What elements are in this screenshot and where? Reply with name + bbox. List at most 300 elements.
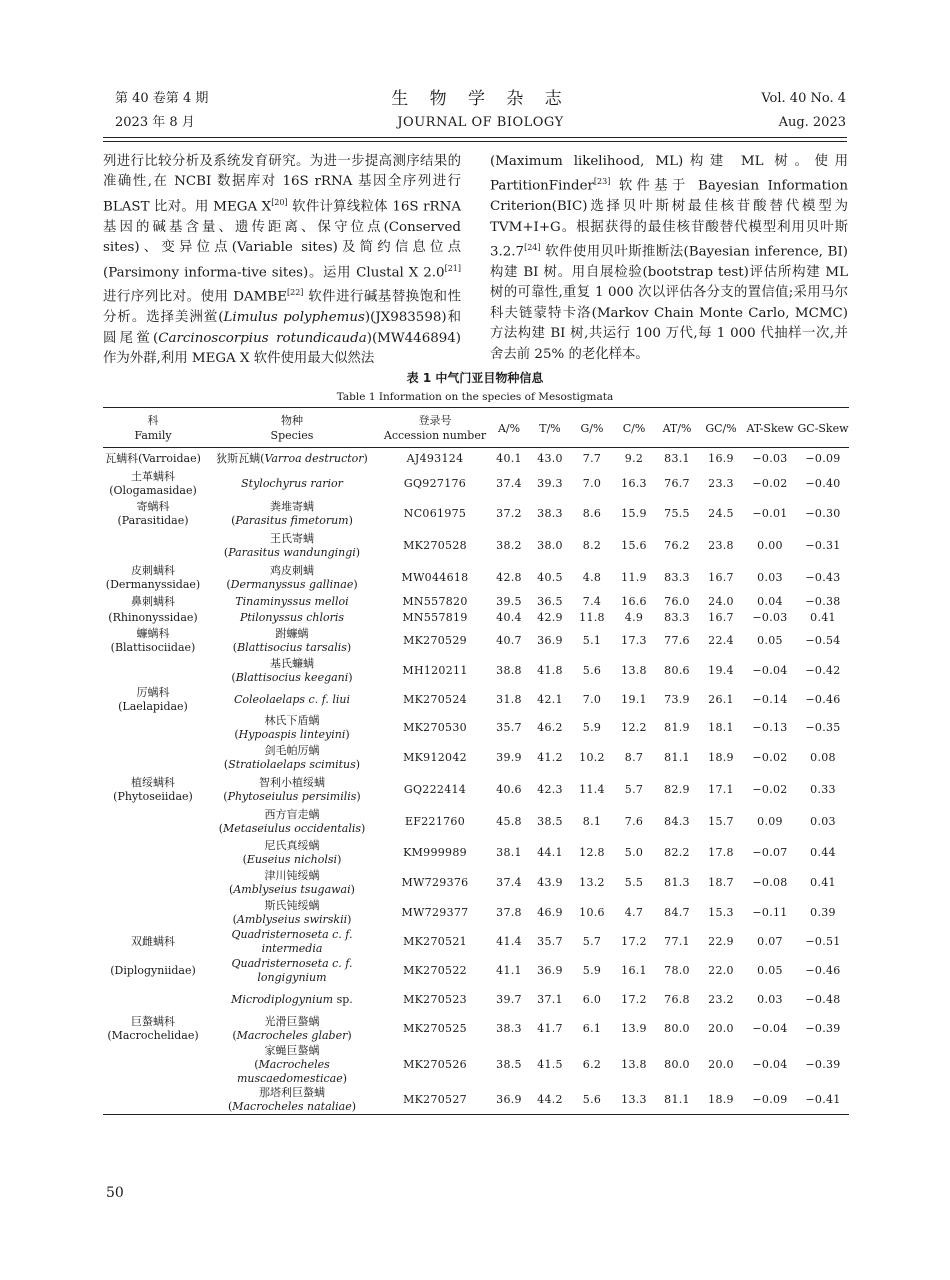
table-row [103, 714, 849, 742]
cell-species: Coleolaelaps c. f. liui [234, 692, 350, 706]
cell-t: 36.9 [537, 963, 563, 977]
cell-a: 40.7 [496, 633, 522, 647]
table-row [103, 562, 849, 594]
cell-family: 鼻刺螨科 [131, 594, 175, 608]
cell-c: 17.2 [621, 992, 647, 1006]
species-information-table [103, 407, 849, 1115]
cell-at: 83.3 [664, 610, 690, 624]
cell-g: 10.2 [579, 750, 605, 764]
cell-t: 43.9 [537, 875, 563, 889]
cell-at-skew: −0.09 [743, 1086, 797, 1115]
cell-family: 双雌螨科 [131, 934, 175, 948]
cell-c: 13.3 [613, 1086, 655, 1115]
cell-accession: MK270527 [381, 1086, 489, 1115]
table-row [103, 470, 849, 498]
cell-accession: MN557820 [402, 594, 468, 608]
cell-at: 76.7 [664, 476, 690, 490]
cell-c: 13.8 [621, 663, 647, 677]
cell-accession: GQ222414 [403, 782, 467, 796]
cell-at: 83.3 [664, 570, 690, 584]
cell-a: 36.9 [489, 1086, 529, 1115]
table-row [103, 686, 849, 714]
cell-gc: 18.9 [699, 1086, 743, 1115]
cell-gc: 22.0 [708, 963, 734, 977]
header-rule-thin [103, 141, 847, 142]
cell-at-skew: 0.03 [757, 992, 783, 1006]
cell-c: 19.1 [621, 692, 647, 706]
publication-date-en: Aug. 2023 [778, 115, 846, 130]
cell-species: 跗蠊螨 (Blattisocius tarsalis) [232, 626, 352, 654]
table-row [103, 1086, 849, 1115]
cell-species: 鸡皮刺螨 (Dermanyssus gallinae) [226, 563, 358, 591]
cell-gc: 22.9 [708, 934, 734, 948]
cell-gc-skew: −0.51 [805, 934, 841, 948]
cell-accession: MH120211 [402, 663, 468, 677]
cell-a: 40.4 [496, 610, 522, 624]
cell-t: 37.1 [537, 992, 563, 1006]
cell-g: 13.2 [579, 875, 605, 889]
cell-c: 4.7 [624, 905, 644, 919]
table-row [103, 806, 849, 838]
cell-at: 83.1 [664, 451, 690, 465]
cell-g: 5.7 [582, 934, 602, 948]
cell-a: 38.8 [496, 663, 522, 677]
cell-species: Microdiplogynium sp. [231, 992, 353, 1006]
cell-gc-skew: −0.30 [805, 506, 841, 520]
table-row [103, 530, 849, 562]
cell-g: 6.1 [582, 1021, 602, 1035]
cell-at: 81.3 [664, 875, 690, 889]
cell-at-skew: 0.07 [757, 934, 783, 948]
cell-g: 5.9 [582, 720, 602, 734]
cell-accession: MK270521 [403, 934, 467, 948]
cell-accession: MK270530 [403, 720, 467, 734]
cell-accession: MK270522 [403, 963, 467, 977]
cell-family: 蠊螨科 (Blattisociidae) [110, 626, 196, 654]
cell-gc-skew: −0.35 [805, 720, 841, 734]
cell-c: 9.2 [624, 451, 644, 465]
cell-t: 41.8 [537, 663, 563, 677]
cell-family [103, 868, 203, 898]
cell-accession: MW729376 [401, 875, 469, 889]
cell-family: 皮刺螨科 (Dermanyssidae) [105, 563, 201, 591]
cell-a: 39.5 [496, 594, 522, 608]
cell-gc-skew: −0.42 [805, 663, 841, 677]
cell-a: 41.4 [496, 934, 522, 948]
table-row [103, 742, 849, 774]
cell-at-skew: 0.03 [757, 570, 783, 584]
cell-gc-skew: −0.40 [805, 476, 841, 490]
cell-t: 41.2 [537, 750, 563, 764]
cell-at-skew: 0.09 [757, 814, 783, 828]
cell-c: 8.7 [624, 750, 644, 764]
cell-at: 80.0 [664, 1021, 690, 1035]
cell-gc: 24.5 [708, 506, 734, 520]
cell-a: 40.1 [496, 451, 522, 465]
cell-g: 5.6 [571, 1086, 613, 1115]
cell-a: 38.3 [496, 1021, 522, 1035]
cell-gc-skew: 0.08 [810, 750, 836, 764]
cell-gc-skew: 0.39 [810, 905, 836, 919]
cell-accession: NC061975 [403, 506, 467, 520]
cell-species: 剑毛帕厉螨 (Stratiolaelaps scimitus) [223, 743, 361, 771]
cell-family: (Rhinonyssidae) [108, 610, 198, 624]
cell-t: 38.5 [537, 814, 563, 828]
cell-species: 斯氏钝绥螨 (Amblyseius swirskii) [232, 898, 352, 926]
cell-at-skew: −0.07 [752, 845, 788, 859]
page-number: 50 [106, 1185, 124, 1201]
cell-at: 80.0 [664, 1057, 690, 1071]
cell-gc: 23.2 [708, 992, 734, 1006]
cell-at-skew: −0.02 [752, 476, 788, 490]
cell-t: 44.1 [537, 845, 563, 859]
cell-gc-skew: −0.31 [805, 538, 841, 552]
cell-a: 31.8 [496, 692, 522, 706]
table-row [103, 498, 849, 530]
cell-at: 77.1 [664, 934, 690, 948]
cell-t: 46.2 [537, 720, 563, 734]
cell-at: 75.5 [664, 506, 690, 520]
cell-accession: AJ493124 [406, 451, 464, 465]
volume-issue: 第 40 卷第 4 期 [115, 91, 209, 106]
cell-gc: 16.7 [708, 610, 734, 624]
header-at: AT/% [655, 408, 699, 448]
cell-at-skew: −0.04 [752, 663, 788, 677]
cell-family [103, 986, 203, 1014]
cell-a: 41.1 [496, 963, 522, 977]
cell-t: 38.0 [537, 538, 563, 552]
cell-accession: MK270523 [403, 992, 467, 1006]
cell-gc-skew: −0.09 [805, 451, 841, 465]
cell-species: 西方盲走螨 (Metaseiulus occidentalis) [218, 807, 366, 835]
volume-issue-en: Vol. 40 No. 4 [761, 91, 846, 106]
cell-a: 37.4 [496, 875, 522, 889]
cell-t: 43.0 [537, 451, 563, 465]
cell-family: 土革螨科 (Ologamasidae) [109, 469, 197, 497]
cell-accession: GQ927176 [403, 476, 467, 490]
cell-a: 45.8 [496, 814, 522, 828]
cell-c: 5.0 [624, 845, 644, 859]
journal-title-cn: 生 物 学 杂 志 [391, 89, 570, 109]
header-a: A/% [489, 408, 529, 448]
cell-at: 82.9 [664, 782, 690, 796]
cell-species: 基氏蠊螨 (Blattisocius keegani) [231, 656, 353, 684]
cell-species: Quadristernoseta c. f. intermedia [231, 927, 353, 955]
cell-family [103, 898, 203, 928]
table-caption-cn: 表 1 中气门亚目物种信息 [406, 371, 544, 385]
cell-family [103, 838, 203, 868]
cell-c: 11.9 [621, 570, 647, 584]
cell-species: 智利小植绥螨 (Phytoseiulus persimilis) [223, 775, 361, 803]
cell-gc-skew: −0.46 [805, 963, 841, 977]
cell-at: 76.0 [664, 594, 690, 608]
cell-gc: 18.9 [708, 750, 734, 764]
cell-a: 40.6 [496, 782, 522, 796]
table-header-row [103, 408, 849, 448]
cell-at: 73.9 [664, 692, 690, 706]
cell-gc-skew: −0.43 [805, 570, 841, 584]
cell-t: 39.3 [537, 476, 563, 490]
table-body [103, 448, 849, 1115]
cell-gc-skew: −0.54 [805, 633, 841, 647]
cell-species: Tinaminyssus melloi [235, 594, 349, 608]
cell-at-skew: −0.11 [752, 905, 788, 919]
header-g: G/% [571, 408, 613, 448]
cell-family: 厉螨科(Laelapidae) [118, 685, 188, 713]
journal-title-en: JOURNAL OF BIOLOGY [397, 115, 564, 130]
cell-g: 5.6 [582, 663, 602, 677]
cell-species: 那塔利巨螯螨 (Macrocheles nataliae) [203, 1086, 381, 1115]
cell-at: 82.2 [664, 845, 690, 859]
cell-g: 11.8 [579, 610, 605, 624]
cell-at: 76.8 [664, 992, 690, 1006]
cell-gc-skew: −0.48 [805, 992, 841, 1006]
cell-gc: 18.7 [708, 875, 734, 889]
cell-a: 37.2 [496, 506, 522, 520]
cell-at: 81.1 [655, 1086, 699, 1115]
cell-species: 津川钝绥螨 (Amblyseius tsugawai) [229, 868, 355, 896]
cell-at-skew: −0.08 [752, 875, 788, 889]
cell-c: 4.9 [624, 610, 644, 624]
cell-a: 39.7 [496, 992, 522, 1006]
cell-t: 44.2 [529, 1086, 571, 1115]
cell-c: 16.1 [621, 963, 647, 977]
cell-a: 35.7 [496, 720, 522, 734]
cell-c: 16.3 [621, 476, 647, 490]
cell-t: 35.7 [537, 934, 563, 948]
cell-g: 4.8 [582, 570, 602, 584]
cell-t: 36.9 [537, 633, 563, 647]
cell-c: 16.6 [621, 594, 647, 608]
cell-species: 林氏下盾螨 (Hypoaspis linteyini) [234, 713, 350, 741]
cell-gc: 16.9 [708, 451, 734, 465]
journal-header [115, 88, 846, 140]
cell-species: 粪堆寄螨 (Parasitus fimetorum) [231, 499, 353, 527]
cell-accession: MK912042 [403, 750, 467, 764]
header-species: 物种 Species [203, 408, 381, 448]
cell-c: 15.6 [621, 538, 647, 552]
cell-at: 81.1 [664, 750, 690, 764]
cell-a: 38.1 [496, 845, 522, 859]
cell-gc: 19.4 [708, 663, 734, 677]
table-row [103, 594, 849, 610]
cell-species: Stylochyrus rarior [241, 476, 343, 490]
cell-g: 8.2 [582, 538, 602, 552]
cell-t: 36.5 [537, 594, 563, 608]
cell-g: 12.8 [579, 845, 605, 859]
cell-gc: 20.0 [708, 1057, 734, 1071]
cell-at-skew: 0.00 [757, 538, 783, 552]
cell-gc-skew: −0.41 [797, 1086, 849, 1115]
cell-species: 光滑巨螯螨 (Macrocheles glaber) [232, 1014, 352, 1042]
cell-accession: MK270528 [403, 538, 467, 552]
publication-date: 2023 年 8 月 [115, 115, 195, 130]
cell-g: 5.1 [582, 633, 602, 647]
cell-g: 6.2 [582, 1057, 602, 1071]
cell-c: 15.9 [621, 506, 647, 520]
cell-family: 瓦螨科(Varroidae) [105, 451, 201, 465]
cell-gc-skew: −0.46 [805, 692, 841, 706]
header-accession: 登录号 Accession number [381, 408, 489, 448]
cell-a: 42.8 [496, 570, 522, 584]
cell-gc-skew: 0.03 [810, 814, 836, 828]
cell-gc: 26.1 [708, 692, 734, 706]
cell-gc: 17.1 [708, 782, 734, 796]
table-caption-en: Table 1 Information on the species of Mesostigmata [336, 391, 614, 403]
cell-g: 6.0 [582, 992, 602, 1006]
cell-at: 81.9 [664, 720, 690, 734]
cell-species: Ptilonyssus chloris [239, 610, 345, 624]
cell-gc: 15.7 [708, 814, 734, 828]
body-text-left-column [103, 152, 461, 369]
cell-a: 37.8 [496, 905, 522, 919]
cell-gc: 20.0 [708, 1021, 734, 1035]
cell-g: 7.0 [582, 476, 602, 490]
cell-family [103, 1086, 203, 1115]
cell-at-skew: −0.13 [752, 720, 788, 734]
table-row [103, 774, 849, 806]
cell-g: 10.6 [579, 905, 605, 919]
cell-g: 7.4 [582, 594, 602, 608]
cell-family [103, 656, 203, 686]
cell-at: 76.2 [664, 538, 690, 552]
cell-species: Quadristernoseta c. f. longigynium [231, 956, 353, 984]
cell-gc-skew: 0.41 [810, 610, 836, 624]
cell-species: 王氏寄螨 (Parasitus wandungingi) [223, 531, 361, 559]
cell-accession: MW729377 [401, 905, 469, 919]
cell-g: 8.1 [582, 814, 602, 828]
cell-at-skew: −0.14 [752, 692, 788, 706]
cell-g: 7.7 [582, 451, 602, 465]
table-row [103, 610, 849, 626]
cell-c: 5.7 [624, 782, 644, 796]
cell-t: 42.9 [537, 610, 563, 624]
cell-c: 12.2 [621, 720, 647, 734]
cell-gc-skew: −0.39 [805, 1057, 841, 1071]
cell-a: 38.2 [496, 538, 522, 552]
header-gc-skew: GC-Skew [797, 408, 849, 448]
cell-gc-skew: 0.44 [810, 845, 836, 859]
table-row [103, 656, 849, 686]
cell-at-skew: 0.05 [757, 633, 783, 647]
table-row [103, 1044, 849, 1086]
cell-t: 41.7 [537, 1021, 563, 1035]
cell-gc-skew: −0.38 [805, 594, 841, 608]
cell-c: 17.3 [621, 633, 647, 647]
cell-at: 84.3 [664, 814, 690, 828]
header-family: 科 Family [103, 408, 203, 448]
cell-at: 80.6 [664, 663, 690, 677]
cell-family [103, 530, 203, 562]
header-rule-thick [103, 137, 847, 138]
cell-gc: 24.0 [708, 594, 734, 608]
cell-family: 植绥螨科 (Phytoseiidae) [113, 775, 193, 803]
cell-g: 8.6 [582, 506, 602, 520]
table-row [103, 928, 849, 956]
cell-at-skew: 0.04 [757, 594, 783, 608]
cell-accession: MK270529 [403, 633, 467, 647]
cell-family [103, 1044, 203, 1086]
table-row [103, 868, 849, 898]
cell-gc: 17.8 [708, 845, 734, 859]
cell-at-skew: −0.02 [752, 782, 788, 796]
cell-t: 38.3 [537, 506, 563, 520]
cell-species: 狄斯瓦螨(Varroa destructor) [216, 451, 368, 465]
cell-t: 40.5 [537, 570, 563, 584]
table-row [103, 1014, 849, 1044]
cell-accession: MK270525 [403, 1021, 467, 1035]
cell-species: 尼氏真绥螨 (Euseius nicholsi) [242, 838, 342, 866]
paragraph-methods-right: (Maximum likelihood, ML)构建 ML 树。使用 PartitionFinder[23] 软件基于 Bayesian Information Criterion(BIC)选择贝叶斯树最佳核苷酸替代模型为 TVM+I+G。根据获得的最佳核苷酸替代模型利用贝叶斯 3.2.7[24] 软件使用贝叶斯推断法(Bayesian inference, BI)构建 BI 树。用自展检验(bootstrap test)评估所构建 ML 树的可靠性,重复 1 000 次以评估各分支的置信值;采用马尔科夫链蒙特卡洛(Markov Chain Monte Carlo, MCMC)方法构建 BI 树,共运行 100 万代,每 1 000 代抽样一次,并舍去前 25% 的老化样本。 [490, 154, 848, 362]
cell-gc: 23.3 [708, 476, 734, 490]
cell-c: 13.8 [621, 1057, 647, 1071]
cell-c: 7.6 [624, 814, 644, 828]
cell-t: 41.5 [537, 1057, 563, 1071]
cell-accession: MK270524 [403, 692, 467, 706]
cell-gc-skew: 0.33 [810, 782, 836, 796]
cell-t: 46.9 [537, 905, 563, 919]
cell-c: 5.5 [624, 875, 644, 889]
cell-at-skew: −0.01 [752, 506, 788, 520]
cell-accession: KM999989 [403, 845, 467, 859]
body-text-right-column [490, 152, 848, 365]
cell-accession: MK270526 [403, 1057, 467, 1071]
cell-species: 家蝇巨螯螨 (Macrocheles muscaedomesticae) [236, 1043, 348, 1085]
table-row [103, 986, 849, 1014]
cell-gc: 22.4 [708, 633, 734, 647]
cell-at-skew: −0.04 [752, 1021, 788, 1035]
cell-gc: 16.7 [708, 570, 734, 584]
cell-at: 84.7 [664, 905, 690, 919]
header-t: T/% [529, 408, 571, 448]
cell-gc: 23.8 [708, 538, 734, 552]
cell-g: 7.0 [582, 692, 602, 706]
table-row [103, 956, 849, 986]
cell-family: 巨螯螨科 (Macrochelidae) [107, 1014, 199, 1042]
cell-at: 78.0 [664, 963, 690, 977]
cell-g: 11.4 [579, 782, 605, 796]
cell-gc-skew: −0.39 [805, 1021, 841, 1035]
cell-a: 39.9 [496, 750, 522, 764]
cell-at: 77.6 [664, 633, 690, 647]
header-c: C/% [613, 408, 655, 448]
cell-a: 37.4 [496, 476, 522, 490]
cell-at-skew: −0.02 [752, 750, 788, 764]
header-gc: GC/% [699, 408, 743, 448]
paragraph-methods-left: 列进行比较分析及系统发育研究。为进一步提高测序结果的准确性,在 NCBI 数据库对 16S rRNA 基因全序列进行 BLAST 比对。用 MEGA X[20] 软件计算线粒体 16S rRNA 基因的碱基含量、遗传距离、保守位点(Conserved sites)、变异位点(Variable sites)及简约信息位点(Parsimony informa-tive sites)。运用 Clustal X 2.0[21] 进行序列比对。使用 DAMBE[22] 软件进行碱基替换饱和性分析。选择美洲鲎(Limulus polyphemus)(JX983598)和圆尾鲎(Carcinoscorpius rotundicauda)(MW446894)作为外群,利用 MEGA X 软件使用最大似然法 [103, 154, 461, 367]
cell-gc-skew: 0.41 [810, 875, 836, 889]
table-row [103, 448, 849, 470]
cell-c: 13.9 [621, 1021, 647, 1035]
cell-at-skew: −0.03 [752, 451, 788, 465]
table-row [103, 626, 849, 656]
cell-accession: MW044618 [401, 570, 469, 584]
cell-at-skew: −0.04 [752, 1057, 788, 1071]
cell-c: 17.2 [621, 934, 647, 948]
cell-gc: 18.1 [708, 720, 734, 734]
cell-g: 5.9 [582, 963, 602, 977]
cell-family: (Diplogyniidae) [110, 963, 196, 977]
cell-gc: 15.3 [708, 905, 734, 919]
header-at-skew: AT-Skew [743, 408, 797, 448]
cell-a: 38.5 [496, 1057, 522, 1071]
cell-at-skew: 0.05 [757, 963, 783, 977]
cell-accession: EF221760 [404, 814, 466, 828]
table-row [103, 838, 849, 868]
cell-family: 寄螨科 (Parasitidae) [117, 499, 189, 527]
cell-family [103, 714, 203, 742]
cell-family [103, 742, 203, 774]
